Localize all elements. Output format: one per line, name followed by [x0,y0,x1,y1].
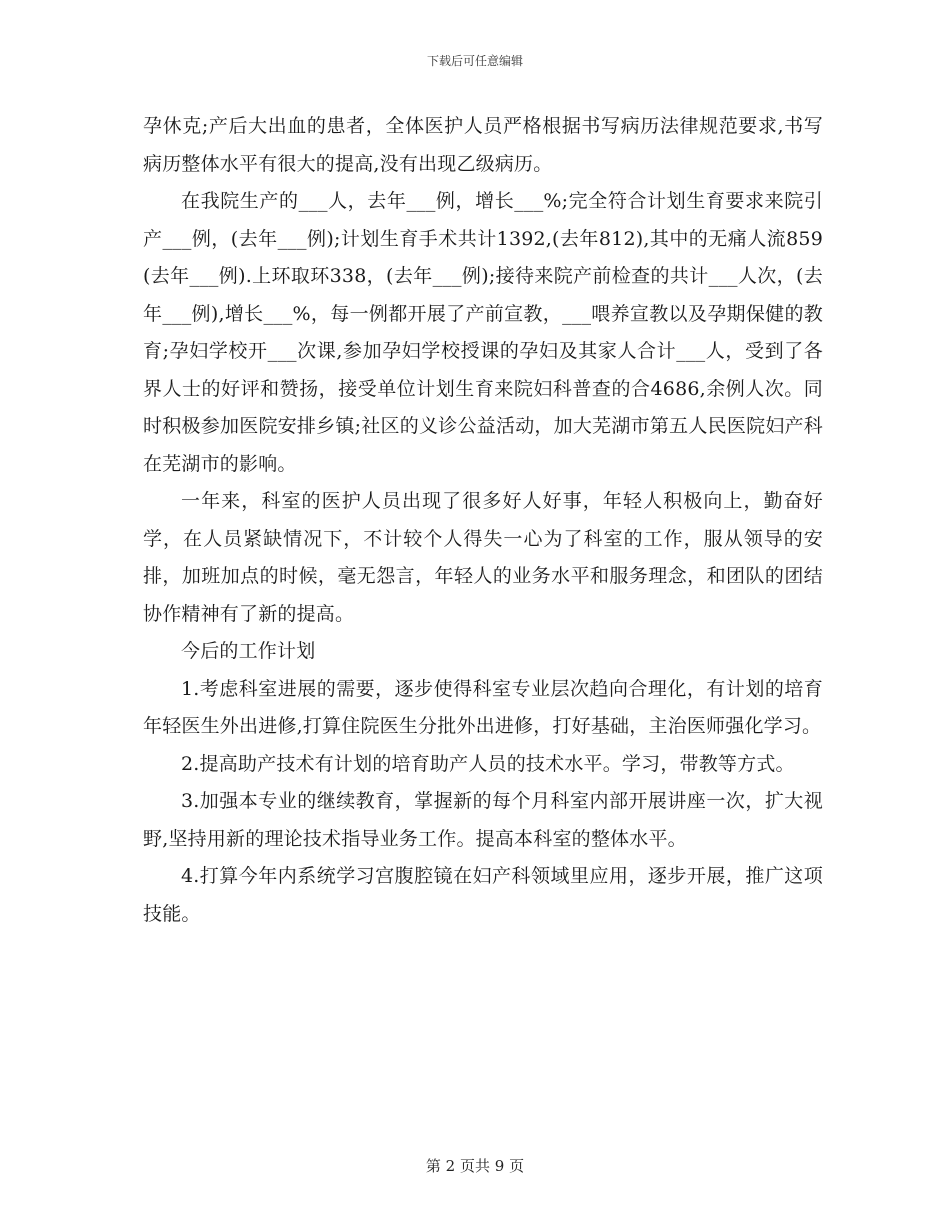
plan-item-3: 3.加强本专业的继续教育，掌握新的每个月科室内部开展讲座一次，扩大视野,坚持用新的理论技术指导业务工作。提高本科室的整体水平。 [143,790,823,850]
paragraph-statistics: 在我院生产的___人，去年___例，增长___%;完全符合计划生育要求来院引产___例，(去年___例);计划生育手术共计1392,(去年812),其中的无痛人流859(去年___例).上环取环338，(去年___例);接待来院产前检查的共计___人次，(去年___例),增长___%，每一例都开展了产前宣教，___喂养宣教以及孕期保健的教育;孕妇学校开___次课,参加孕妇学校授课的孕妇及其家人合计___人，受到了各界人士的好评和赞扬，接受单位计划生育来院妇科普查的合4686,余例人次。同时积极参加医院安排乡镇;社区的义诊公益活动，加大芜湖市第五人民医院妇产科在芜湖市的影响。 [143,190,823,475]
plan-item-1: 1.考虑科室进展的需要，逐步使得科室专业层次趋向合理化，有计划的培育年轻医生外出进修,打算住院医生分批外出进修，打好基础，主治医师强化学习。 [143,677,823,737]
paragraph-continuation: 孕休克;产后大出血的患者，全体医护人员严格根据书写病历法律规范要求,书写病历整体水平有很大的提高,没有出现乙级病历。 [143,115,823,175]
plan-item-2: 2.提高助产技术有计划的培育助产人员的技术水平。学习，带教等方式。 [181,752,795,775]
paragraph-staff-performance: 一年来，科室的医护人员出现了很多好人好事，年轻人积极向上，勤奋好学，在人员紧缺情况下，不计较个人得失一心为了科室的工作，服从领导的安排，加班加点的时候，毫无怨言，年轻人的业务水平和服务理念，和团队的团结协作精神有了新的提高。 [143,490,823,625]
section-heading-future-plan: 今后的工作计划 [181,640,316,662]
header-note: 下载后可任意编辑 [426,54,523,68]
page-number: 第 2 页共 9 页 [425,1157,525,1175]
document-body [143,108,823,933]
plan-item-4: 4.打算今年内系统学习宫腹腔镜在妇产科领域里应用，逐步开展，推广这项技能。 [143,865,823,925]
